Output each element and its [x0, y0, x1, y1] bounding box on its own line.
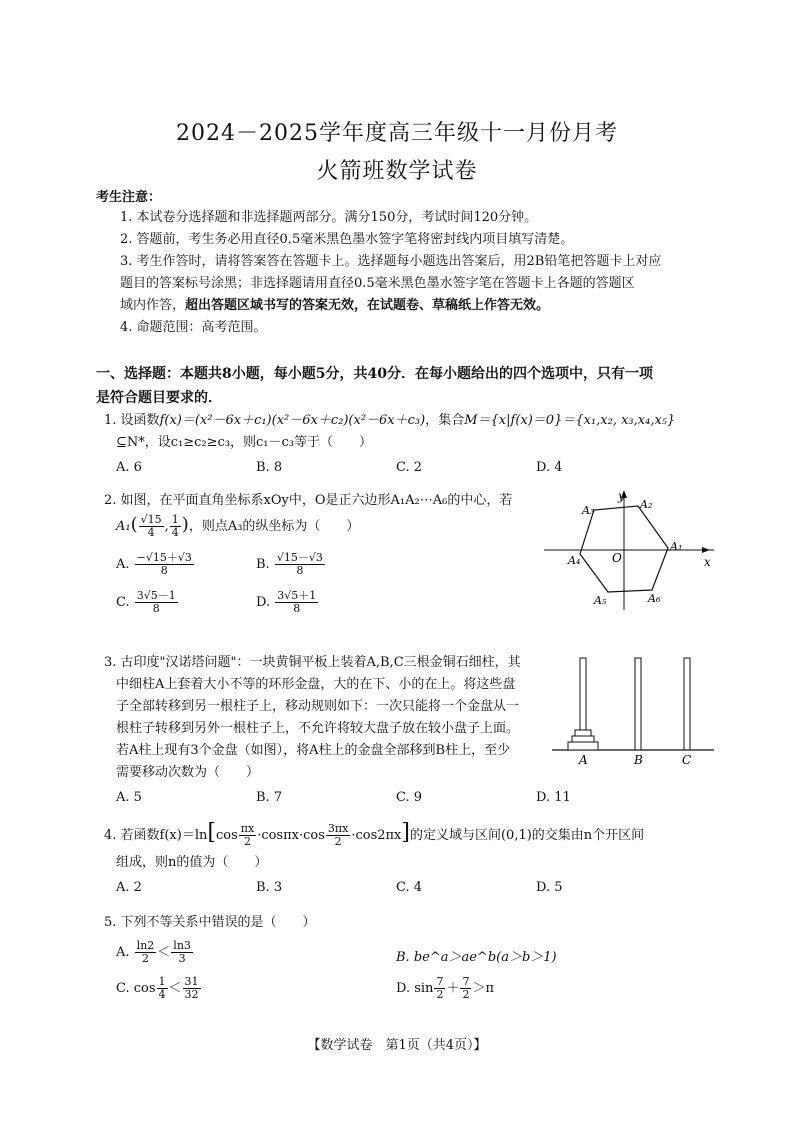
q3-option-b[interactable]: B. 7	[256, 790, 283, 805]
disk-large	[568, 742, 598, 750]
q1-text-a: 设函数	[120, 413, 160, 428]
q5-option-c[interactable]: C. cos $\frac{1}{4}$ ＜ $\frac{31}{32}$	[116, 975, 199, 1001]
peg-b	[635, 658, 641, 750]
q1-set: M＝{x|f(x)＝0}＝{x₁,x₂, x₃,x₄,x₅}	[464, 413, 676, 428]
q3-line6: 需要移动次数为（ ）	[116, 765, 260, 780]
label-peg-a: A	[579, 753, 588, 767]
q3-line2: 中细柱A上套着大小不等的环形金盘，大的在下、小的在上。将这些盘	[116, 677, 516, 692]
label-a3: A₃	[582, 504, 595, 517]
q1-text-b: ，集合	[425, 413, 465, 428]
label-a6: A₆	[648, 592, 661, 605]
q5-number: 5.	[104, 915, 117, 930]
q2-frac-x: $\frac{√15}{4}$	[140, 513, 162, 539]
q2-option-a[interactable]: A. $\frac{-√15+√3}{8}$	[116, 551, 192, 577]
q2-frac-y: $\frac{1}{4}$	[171, 513, 179, 539]
q1-line2: ⊆N*，设c₁≥c₂≥c₃，则c₁－c₃等于（ ）	[116, 435, 373, 450]
label-peg-c: C	[682, 753, 692, 767]
q1-option-c[interactable]: C. 2	[396, 460, 423, 475]
q3-option-a[interactable]: A. 5	[116, 790, 142, 805]
label-x: x	[704, 555, 711, 569]
q3-option-d[interactable]: D. 11	[536, 790, 571, 805]
q4-option-b[interactable]: B. 3	[256, 880, 283, 895]
notice-item-2: 2. 答题前，考生务必用直径0.5毫米黑色墨水签字笔将密封线内项目填写清楚。	[120, 232, 574, 247]
notice-item-1: 1. 本试卷分选择题和非选择题两部分。满分150分，考试时间120分钟。	[120, 210, 538, 225]
section-heading-line1: 一、选择题：本题共8小题，每小题5分，共40分．在每小题给出的四个选项中，只有一项	[96, 366, 653, 382]
q2-line2: A₁( $\frac{√15}{4}$ , $\frac{1}{4}$ )，则点A₃的纵坐标为（ ）	[116, 513, 360, 539]
notice-heading: 考生注意：	[96, 190, 162, 205]
q1-number: 1.	[104, 413, 117, 428]
q2-point-a1: A₁	[116, 519, 131, 534]
x-axis-arrow	[702, 547, 710, 553]
q1-option-a[interactable]: A. 6	[116, 460, 142, 475]
label-a1: A₁	[670, 540, 683, 553]
q3-line4: 根柱子转移到另外一根柱子上，不允许将较大盘子放在较小盘子上面。	[116, 721, 520, 736]
peg-c	[684, 658, 690, 750]
q2-line1	[104, 490, 512, 512]
section-heading-line2: 是符合题目要求的．	[96, 390, 222, 406]
label-peg-b: B	[634, 753, 643, 767]
q1-line1	[104, 410, 704, 432]
q1-option-d[interactable]: D. 4	[536, 460, 563, 475]
q2-option-b[interactable]: B. $\frac{√15-√3}{8}$	[256, 551, 323, 577]
disk-small	[575, 730, 591, 736]
notice-item-3: 3. 考生作答时，请将答案答在答题卡上。选择题每小题选出答案后，用2B铅笔把答题卡上对应	[120, 254, 662, 269]
q2-option-d[interactable]: D. $\frac{3√5+1}{8}$	[256, 589, 317, 615]
q1-formula: f(x)＝(x²－6x＋c₁)(x²－6x＋c₂)(x²－6x＋c₃)	[159, 413, 426, 428]
notice-item-3-plain: 域内作答，	[120, 298, 186, 313]
label-y: y	[618, 489, 625, 503]
q3-line3: 子全部转移到另一根柱子上，移动规则如下：一次只能将一个金盘从一	[116, 699, 520, 714]
disk-medium	[572, 736, 594, 742]
notice-item-3-bold: 超出答题区域书写的答案无效，在试题卷、草稿纸上作答无效。	[185, 298, 550, 313]
exam-title: 2024－2025学年度高三年级十一月份月考	[176, 121, 618, 146]
q2-number: 2.	[104, 493, 117, 508]
q4-option-c[interactable]: C. 4	[396, 880, 423, 895]
q4-line2: 组成，则n的值为（ ）	[116, 855, 268, 870]
q3-option-c[interactable]: C. 9	[396, 790, 423, 805]
q2-text: 如图，在平面直角坐标系xOy中，O是正六边形A₁A₂⋯A₆的中心，若	[120, 493, 513, 508]
q5-option-b[interactable]: B. be^a＞ae^b(a＞b＞1)	[396, 950, 557, 965]
label-a2: A₂	[640, 498, 653, 511]
q5-option-a[interactable]: A. $\frac{\ln 2}{2}$ ＜ $\frac{\ln 3}{3}$	[116, 939, 191, 965]
q3-line5: 若A柱上现有3个金盘（如图），将A柱上的金盘全部移到B柱上，至少	[116, 743, 511, 758]
label-origin: O	[612, 551, 622, 565]
q4-option-d[interactable]: D. 5	[536, 880, 563, 895]
notice-item-4: 4. 命题范围：高考范围。	[120, 320, 267, 335]
hanoi-figure	[548, 650, 718, 770]
q2-option-c[interactable]: C. $\frac{3√5-1}{8}$	[116, 589, 176, 615]
q3-number: 3.	[104, 655, 117, 670]
q5-option-d[interactable]: D. sin $\frac{7}{2}$ ＋ $\frac{7}{2}$ ＞π	[396, 975, 494, 1001]
q2-tail: ，则点A₃的纵坐标为（ ）	[188, 519, 360, 534]
q4-option-a[interactable]: A. 2	[116, 880, 142, 895]
page-footer: 【数学试卷 第1页（共4页）】	[307, 1038, 487, 1053]
q4-line1: 4. 若函数f(x)＝ln[cos $\frac{\pi x}{2}$ ·cosπx·cos $\frac{3\pi x}{2}$ ·cos2πx]的定义域与区间(0,1)的交集由n个开区间	[104, 820, 645, 848]
q1-option-b[interactable]: B. 8	[256, 460, 283, 475]
q3-line1: 3. 古印度"汉诺塔问题"：一块黄铜平板上装着A,B,C三根金铜石细柱，其	[104, 655, 521, 670]
label-a4: A₄	[568, 554, 581, 567]
exam-subtitle: 火箭班数学试卷	[316, 159, 478, 184]
label-a5: A₅	[594, 594, 607, 607]
notice-item-3-end	[120, 296, 549, 316]
q5-line1: 5. 下列不等关系中错误的是（ ）	[104, 915, 316, 930]
notice-item-3-cont: 题目的答案标号涂黑；非选择题请用直径0.5毫米黑色墨水签字笔在答题卡上各题的答题区	[120, 276, 635, 291]
hexagon-figure	[540, 488, 720, 616]
q4-number: 4.	[104, 828, 117, 843]
